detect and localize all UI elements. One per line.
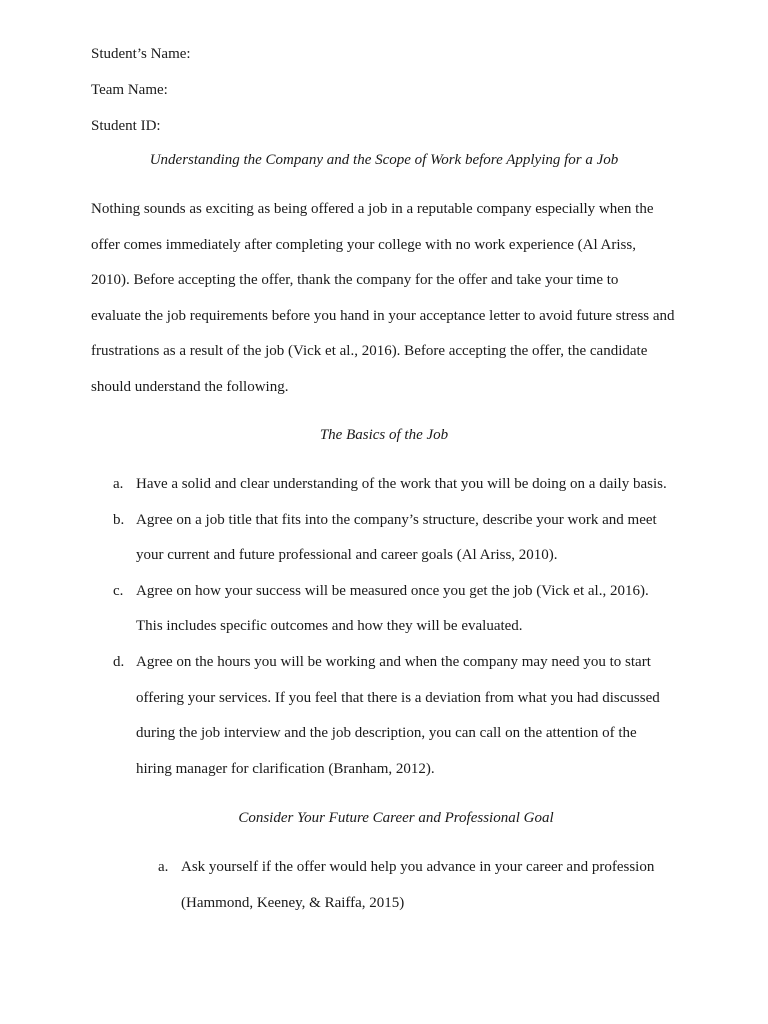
paragraph-line: Nothing sounds as exciting as being offered a job in a reputable company especially when the xyxy=(91,201,654,217)
list-item xyxy=(113,503,667,574)
paragraph-line: offer comes immediately after completing your college with no work experience (Al Ariss, xyxy=(91,236,636,253)
list-marker: c. xyxy=(113,582,124,599)
basics-list xyxy=(113,467,667,787)
list-marker: d. xyxy=(113,653,125,670)
document-title: Understanding the Company and the Scope of Work before Applying for a Job xyxy=(149,152,619,168)
intro-paragraph xyxy=(91,192,691,406)
list-item-line: offering your services. If you feel that there is a deviation from what you had discussed xyxy=(136,689,660,706)
list-item xyxy=(158,850,655,921)
list-marker: a. xyxy=(158,859,169,875)
list-marker: a. xyxy=(113,476,124,492)
list-item-line: during the job interview and the job description, you can call on the attention of the xyxy=(136,725,637,742)
list-item-line: (Hammond, Keeney, & Raiffa, 2015) xyxy=(181,894,405,911)
list-item xyxy=(113,574,667,645)
paragraph-line: evaluate the job requirements before you hand in your acceptance letter to avoid future stress and xyxy=(91,307,675,324)
list-item-line: hiring manager for clarification (Branham, 2012). xyxy=(136,760,435,777)
list-item-line: Ask yourself if the offer would help you advance in your career and profession xyxy=(181,859,655,875)
team-name-label: Team Name: xyxy=(91,82,168,98)
list-item xyxy=(113,467,667,503)
list-item-line: Agree on how your success will be measured once you get the job (Vick et al., 2016). xyxy=(136,582,649,599)
career-list xyxy=(158,850,655,921)
paragraph-line: 2010). Before accepting the offer, thank the company for the offer and take your time to xyxy=(91,272,619,289)
student-id-label: Student ID: xyxy=(91,118,161,134)
paragraph-line: frustrations as a result of the job (Vick et al., 2016). Before accepting the offer, the candidate xyxy=(91,343,648,360)
list-item xyxy=(113,645,667,787)
list-item-line: Agree on a job title that fits into the company’s structure, describe your work and meet xyxy=(136,511,657,528)
list-item-line: Have a solid and clear understanding of the work that you will be doing on a daily basis. xyxy=(136,476,667,492)
paragraph-line: should understand the following. xyxy=(91,378,289,395)
list-item-line: your current and future professional and career goals (Al Ariss, 2010). xyxy=(136,547,558,564)
student-name-label: Student’s Name: xyxy=(91,46,191,62)
section-heading-career: Consider Your Future Career and Professional Goal xyxy=(238,810,554,826)
list-item-line: Agree on the hours you will be working and when the company may need you to start xyxy=(136,653,651,670)
section-heading-basics: The Basics of the Job xyxy=(319,427,449,443)
list-item-line: This includes specific outcomes and how they will be evaluated. xyxy=(136,618,523,635)
list-marker: b. xyxy=(113,511,125,528)
